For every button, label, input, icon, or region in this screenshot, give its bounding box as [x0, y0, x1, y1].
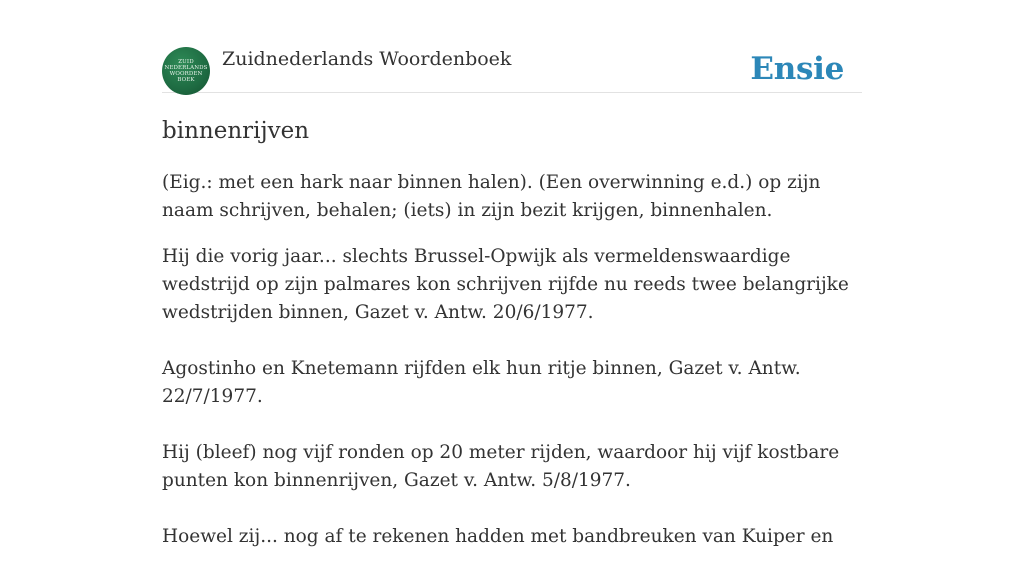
entry-definition: (Eig.: met een hark naar binnen halen). (Een overwinning e.d.) op zijn naam schrijven, behalen; (iets) in zijn bezit krijgen, binnenhalen.	[162, 172, 821, 221]
dictionary-name-link[interactable]: Zuidnederlands Woordenboek	[222, 48, 512, 70]
ensie-brand-logo[interactable]: Ensie	[750, 51, 844, 87]
entry-title: binnenrijven	[162, 118, 310, 144]
logo-text-line: NEDERLANDS	[164, 65, 208, 71]
site-header	[162, 0, 862, 93]
page	[162, 0, 862, 547]
example-quote: Hij die vorig jaar... slechts Brussel-Opwijk als vermeldenswaardige wedstrijd op zijn palmares kon schrijven rijfde nu reeds twee belangrijke wedstrijden binnen, Gazet v. Antw. 20/6/1977.	[162, 246, 849, 323]
logo-text-line: BOEK	[177, 77, 195, 83]
example-quote: Agostinho en Knetemann rijfden elk hun ritje binnen, Gazet v. Antw. 22/7/1977.	[162, 358, 801, 407]
example-quote: Hoewel zij... nog af te rekenen hadden met bandbreuken van Kuiper en	[162, 526, 834, 547]
site-logo[interactable]	[162, 47, 210, 95]
logo-text-line: WOORDEN	[169, 71, 203, 77]
logo-text-line: ZUID	[178, 59, 194, 65]
entry-examples	[162, 243, 852, 579]
example-quote: Hij (bleef) nog vijf ronden op 20 meter rijden, waardoor hij vijf kostbare punten kon binnenrijven, Gazet v. Antw. 5/8/1977.	[162, 442, 840, 491]
